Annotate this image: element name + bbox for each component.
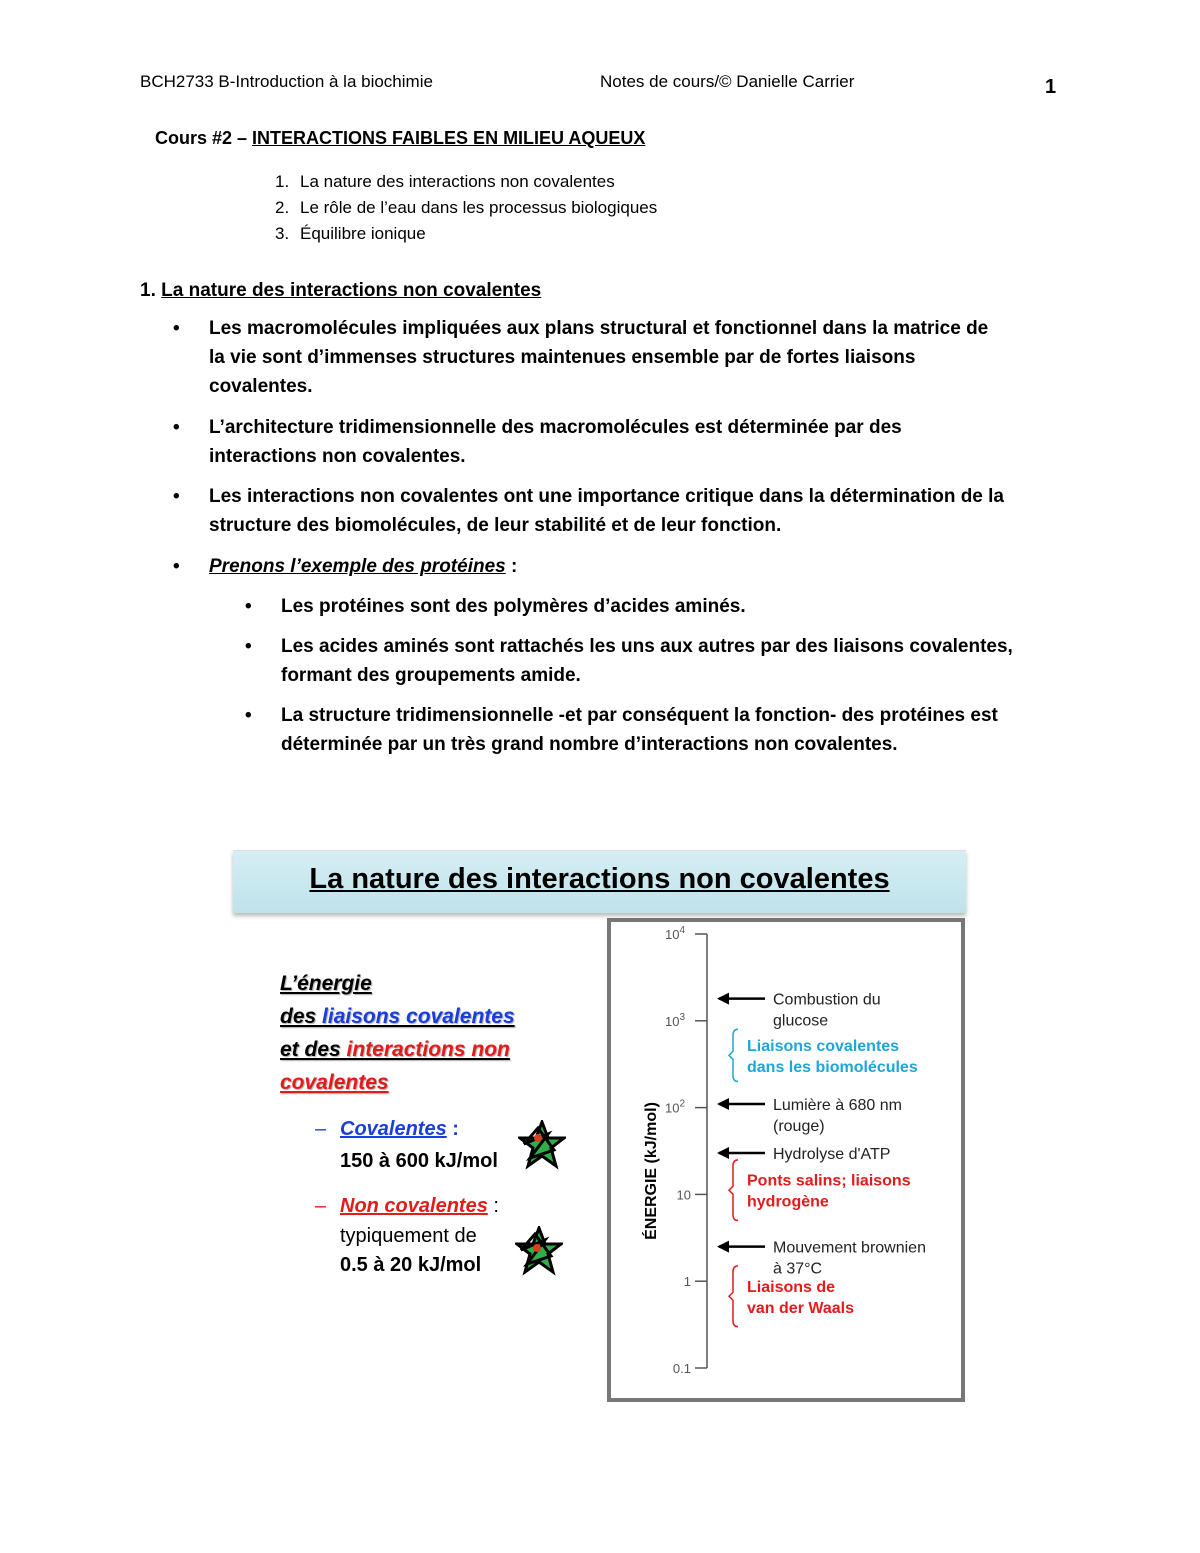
tick-label: $10^4$ [664, 925, 685, 942]
bullet-dot: • [245, 705, 252, 726]
arrow-label: Hydrolyse d'ATP [773, 1145, 891, 1163]
range-label: Liaisons covalentes [747, 1037, 900, 1055]
figure-banner [233, 850, 966, 913]
noncovalent-colon: : [487, 1195, 499, 1217]
covalent-item [340, 1118, 459, 1141]
star-icon [515, 1226, 563, 1278]
bullet-dot: • [173, 417, 180, 438]
arrow-head [717, 993, 729, 1005]
page-number: 1 [1045, 76, 1057, 98]
sub-bullet-item [245, 632, 1081, 690]
tick-label: 10 [676, 1187, 691, 1203]
covalent-value: 150 à 600 kJ/mol [340, 1150, 498, 1172]
noncovalent-item [340, 1195, 499, 1218]
bullet-line: Les protéines sont des polymères d’acides aminés. [281, 596, 746, 617]
bullet-line: formant des groupements amide. [281, 665, 581, 686]
section-title: La nature des interactions non covalentes [161, 280, 542, 301]
toc-item [275, 172, 615, 192]
range-label: van der Waals [747, 1299, 855, 1317]
range-label: dans les biomolécules [747, 1058, 918, 1076]
bullet-line: La structure tridimensionnelle -et par conséquent la fonction- des protéines est [281, 705, 998, 726]
example-label: Prenons l’exemple des protéines [209, 556, 506, 577]
dash-marker: – [315, 1118, 327, 1140]
covalent-label: Covalentes [340, 1118, 447, 1140]
tick-label: 0.1 [672, 1361, 691, 1376]
bullet-line: Les interactions non covalentes ont une importance critique dans la détermination de la [209, 486, 1005, 507]
header-notes: Notes de cours/© Danielle Carrier [600, 72, 855, 91]
bullet-line: déterminée par un très grand nombre d’interactions non covalentes. [281, 734, 898, 755]
tick-label: $10^2$ [664, 1098, 685, 1116]
toc-num: 3. [275, 224, 290, 243]
arrow-label: à 37°C [773, 1260, 823, 1278]
bullet-line: interactions non covalentes. [209, 446, 466, 467]
bullet-line: Les macromolécules impliquées aux plans structural et fonctionnel dans la matrice de [209, 318, 989, 339]
arrow-label: Mouvement brownien [773, 1239, 926, 1257]
bullet-item-example [173, 552, 1089, 581]
bullet-dot: • [173, 486, 180, 507]
header-course: BCH2733 B-Introduction à la biochimie [140, 72, 433, 91]
energy-heading-line [280, 1005, 515, 1029]
bullet-line: la vie sont d’immenses structures maintenues ensemble par de fortes liaisons [209, 347, 916, 368]
example-colon: : [505, 556, 518, 577]
sub-bullet-item [245, 592, 1081, 621]
bullet-item [173, 413, 1089, 471]
course-title [155, 128, 645, 149]
section-heading [140, 280, 541, 302]
toc-num: 2. [275, 198, 290, 217]
arrow-label: glucose [773, 1012, 829, 1030]
toc-item [275, 224, 426, 244]
tick-label: $10^3$ [664, 1011, 685, 1029]
bullet-dot: • [245, 636, 252, 657]
tick-label: 1 [683, 1274, 691, 1290]
noncovalent-term: interactions non [346, 1038, 510, 1061]
toc-num: 1. [275, 172, 290, 191]
toc-item [275, 198, 658, 218]
noncovalent-value: 0.5 à 20 kJ/mol [340, 1254, 482, 1276]
range-brace [729, 1160, 738, 1221]
energy-heading-text: des [280, 1005, 323, 1028]
bullet-line: Les acides aminés sont rattachés les uns aux autres par des liaisons covalentes, [281, 636, 1013, 657]
course-title-main: INTERACTIONS FAIBLES EN MILIEU AQUEUX [252, 128, 646, 148]
bullet-dot: • [245, 596, 252, 617]
range-label: Liaisons de [747, 1278, 836, 1296]
energy-scale-chart [607, 918, 965, 1402]
range-label: Ponts salins; liaisons [747, 1172, 911, 1190]
dash-marker: – [315, 1195, 327, 1217]
energy-heading-line [280, 1038, 510, 1062]
range-brace [729, 1029, 738, 1081]
covalent-colon: : [446, 1118, 459, 1140]
toc-text: La nature des interactions non covalentes [300, 172, 615, 191]
noncovalent-typical: typiquement de [340, 1225, 477, 1247]
range-brace [729, 1266, 738, 1327]
course-title-prefix: Cours #2 – [155, 128, 253, 148]
range-label: hydrogène [747, 1193, 829, 1211]
figure-title: La nature des interactions non covalentes [309, 863, 890, 895]
star-icon [518, 1120, 566, 1172]
arrow-label: (rouge) [773, 1118, 825, 1136]
energy-heading-line: L’énergie [280, 972, 372, 995]
arrow-head [717, 1147, 729, 1159]
arrow-label: Combustion du [773, 991, 881, 1009]
toc-text: Équilibre ionique [300, 224, 426, 243]
bullet-dot: • [173, 318, 180, 339]
bullet-item [173, 314, 1089, 401]
bullet-line: covalentes. [209, 376, 313, 397]
energy-scale-svg [611, 922, 961, 1398]
toc-text: Le rôle de l’eau dans les processus biologiques [300, 198, 658, 217]
sub-bullet-item [245, 701, 1081, 759]
arrow-head [717, 1098, 729, 1110]
bullet-dot: • [173, 556, 180, 577]
bullet-item [173, 482, 1089, 540]
bullet-line: L’architecture tridimensionnelle des macromolécules est déterminée par des [209, 417, 902, 438]
bullet-line: structure des biomolécules, de leur stabilité et de leur fonction. [209, 515, 782, 536]
covalent-term: liaisons covalentes [322, 1005, 515, 1028]
energy-heading-text: et des [280, 1038, 347, 1061]
noncovalent-term: covalentes [280, 1071, 389, 1094]
noncovalent-label: Non covalentes [340, 1195, 488, 1217]
arrow-label: Lumière à 680 nm [773, 1097, 902, 1115]
arrow-head [717, 1241, 729, 1253]
axis-label: ÉNERGIE (kJ/mol) [643, 1102, 660, 1240]
section-number: 1. [140, 280, 156, 301]
